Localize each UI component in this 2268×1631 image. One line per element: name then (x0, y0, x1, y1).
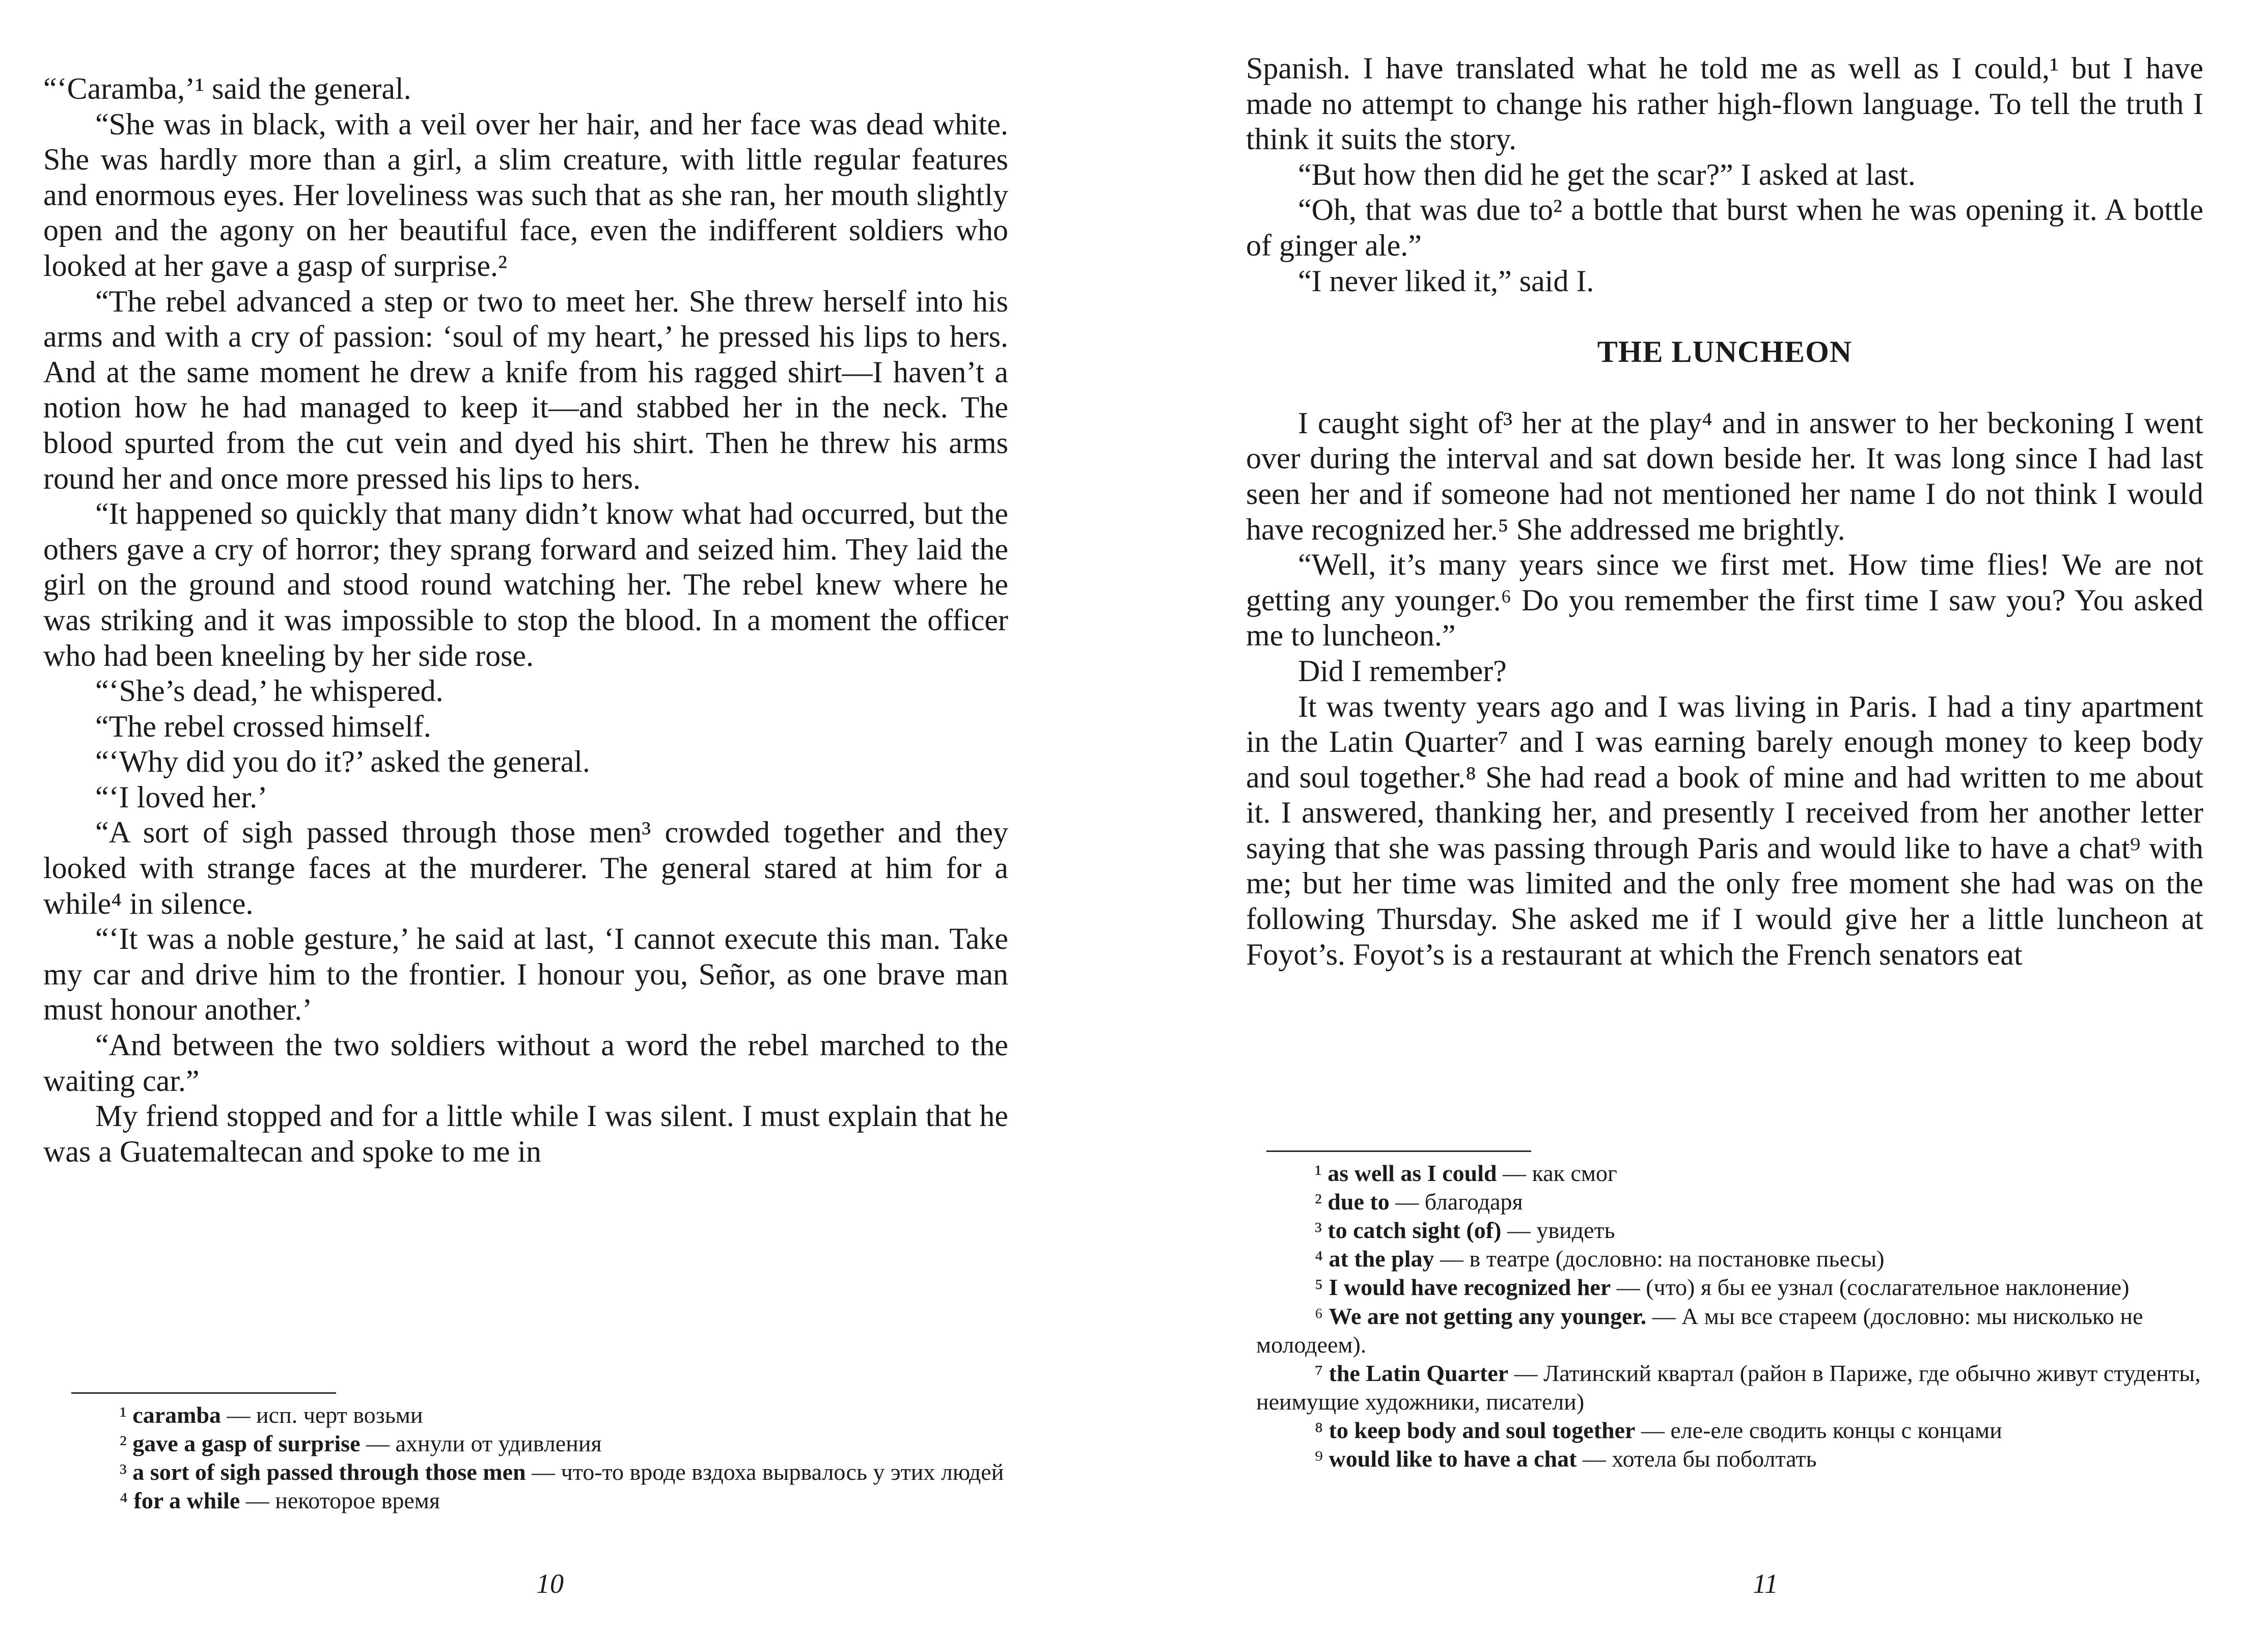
footnote-term: I would have recognized her (1329, 1274, 1611, 1301)
chapter-heading: THE LUNCHEON (1597, 335, 1852, 369)
footnote (1256, 1188, 2224, 1216)
footnote (1256, 1273, 2224, 1302)
footnote-translation: — в театре (дословно: на постановке пьесы) (1440, 1246, 1885, 1272)
footnote-marker: ² (120, 1430, 127, 1457)
footnote-term: at the play (1329, 1246, 1434, 1272)
paragraph: Spanish. I have translated what he told me as well as I could,¹ but I have made no attempt to change his rather high-flown language. To tell the truth I think it suits the story. (1246, 51, 2203, 156)
footnote-translation: — (что) я бы ее узнал (сослагательное наклонение) (1616, 1274, 2129, 1301)
page-number: 10 (536, 1568, 564, 1599)
footnote-term: caramba (132, 1402, 222, 1428)
paragraph: “‘She’s dead,’ he whispered. (95, 674, 444, 708)
paragraph: “But how then did he get the scar?” I asked at last. (1298, 157, 1916, 191)
footnote (1256, 1159, 2224, 1188)
footnote (61, 1458, 1039, 1486)
paragraph: “It happened so quickly that many didn’t know what had occurred, but the others gave a cry of horror; they sprang forward and seized him. They laid the girl on the ground and stood round watching her. The rebel knew where he was striking and it was impossible to stop the blood. In a moment the officer who had been kneeling by her side rose. (43, 497, 1008, 672)
footnote-marker: ³ (1315, 1217, 1322, 1244)
footnote-term: We are not getting any younger. (1329, 1303, 1647, 1329)
footnote-translation: — что-то вроде вздоха вырвалось у этих людей (532, 1459, 1004, 1485)
paragraph: “‘It was a noble gesture,’ he said at last, ‘I cannot execute this man. Take my car and drive him to the frontier. I honour you, Señor, as one brave man must honour another.’ (43, 922, 1008, 1027)
footnote-marker: ⁴ (1315, 1246, 1323, 1272)
footnote-term: for a while (133, 1487, 240, 1514)
footnote-term: to keep body and soul together (1329, 1417, 1636, 1443)
footnote-translation: — как смог (1503, 1160, 1617, 1186)
footnote-term: as well as I could (1327, 1160, 1497, 1186)
footnote (61, 1429, 1039, 1458)
footnote (1256, 1445, 2224, 1473)
left-footnotes (61, 1392, 1039, 1515)
footnote-translation: — А мы все стареем (дословно: мы нисколько не молодеем). (1256, 1303, 2143, 1358)
footnote (61, 1486, 1039, 1515)
paragraph: “Well, it’s many years since we first met. How time flies! We are not getting any younger.⁶ Do you remember the first time I saw you? You asked me to luncheon.” (1246, 548, 2203, 653)
footnote (1256, 1216, 2224, 1245)
footnote-term: to catch sight (of) (1327, 1217, 1502, 1244)
footnote-translation: — благодаря (1395, 1189, 1523, 1215)
footnote-rule (71, 1392, 336, 1394)
footnote (1256, 1359, 2224, 1416)
footnote-marker: ³ (120, 1459, 127, 1485)
paragraph: “She was in black, with a veil over her hair, and her face was dead white. She was hardly more than a girl, a slim creature, with little regular features and enormous eyes. Her loveliness was such that as she ran, her mouth slightly open and the agony on her beautiful face, even the indifferent soldiers who looked at her gave a gasp of surprise.² (43, 107, 1008, 283)
footnote-translation: — хотела бы поболтать (1582, 1446, 1817, 1472)
right-footnotes (1256, 1150, 2224, 1473)
footnote-marker: ⁸ (1315, 1417, 1323, 1443)
page-number: 11 (1753, 1568, 1778, 1599)
footnote-marker: ¹ (120, 1402, 127, 1428)
footnote (61, 1401, 1039, 1429)
footnote-translation: — еле-еле сводить концы с концами (1641, 1417, 2002, 1443)
footnote-translation: — ахнули от удивления (366, 1430, 602, 1457)
right-page (1134, 0, 2268, 1631)
right-page-text (1246, 51, 2203, 972)
footnote (1256, 1302, 2224, 1359)
footnote-rule (1266, 1150, 1531, 1152)
paragraph: “The rebel crossed himself. (95, 709, 431, 743)
footnote-marker: ¹ (1315, 1160, 1322, 1186)
footnote (1256, 1245, 2224, 1273)
footnote-marker: ⁵ (1315, 1274, 1323, 1301)
paragraph: Did I remember? (1298, 654, 1507, 688)
footnote-translation: — некоторое время (245, 1487, 440, 1514)
paragraph: “‘I loved her.’ (95, 780, 268, 814)
footnote-marker: ⁴ (120, 1487, 128, 1514)
footnote-marker: ⁷ (1315, 1360, 1323, 1386)
paragraph: “‘Why did you do it?’ asked the general. (95, 745, 590, 779)
footnote-term: gave a gasp of surprise (132, 1430, 361, 1457)
paragraph: It was twenty years ago and I was living in Paris. I had a tiny apartment in the Latin Quarter⁷ and I was earning barely enough money to keep body and soul together.⁸ She had read a book of mine and had written to me about it. I answered, thanking her, and presently I received from her another letter saying that she was passing through Paris and would like to have a chat⁹ with me; but her time was limited and the only free moment she had was on the following Thursday. She asked me if I would give her a little luncheon at Foyot’s. Foyot’s is a restaurant at which the French senators eat (1246, 689, 2203, 971)
paragraph: “I never liked it,” said I. (1298, 264, 1594, 298)
paragraph: My friend stopped and for a little while I was silent. I must explain that he was a Guatemaltecan and spoke to me in (43, 1099, 1008, 1168)
paragraph: I caught sight of³ her at the play⁴ and in answer to her beckoning I went over during the interval and sat down beside her. It was long since I had last seen her and if someone had not mentioned her name I do not think I would have recognized her.⁵ She addressed me brightly. (1246, 406, 2203, 546)
footnote-marker: ² (1315, 1189, 1322, 1215)
footnote (1256, 1416, 2224, 1445)
footnote-translation: — исп. черт возьми (227, 1402, 423, 1428)
footnote-term: the Latin Quarter (1329, 1360, 1509, 1386)
left-page-text (43, 71, 1008, 1169)
footnote-translation: — Латинский квартал (район в Париже, где обычно живут студенты, неимущие художники, писатели) (1256, 1360, 2201, 1415)
paragraph: “A sort of sigh passed through those men³ crowded together and they looked with strange faces at the murderer. The general stared at him for a while⁴ in silence. (43, 816, 1008, 920)
paragraph: “The rebel advanced a step or two to meet her. She threw herself into his arms and with a cry of passion: ‘soul of my heart,’ he pressed his lips to hers. And at the same moment he drew a knife from his ragged shirt—I haven’t a notion how he had managed to keep it—and stabbed her in the neck. The blood spurted from the cut vein and dyed his shirt. Then he threw his arms round her and once more pressed his lips to hers. (43, 284, 1008, 495)
footnote-marker: ⁶ (1315, 1303, 1323, 1329)
paragraph: “‘Caramba,’¹ said the general. (43, 72, 411, 105)
footnote-term: due to (1327, 1189, 1390, 1215)
footnote-term: a sort of sigh passed through those men (132, 1459, 526, 1485)
paragraph: “And between the two soldiers without a word the rebel marched to the waiting car.” (43, 1028, 1008, 1098)
footnote-translation: — увидеть (1507, 1217, 1615, 1244)
paragraph: “Oh, that was due to² a bottle that burst when he was opening it. A bottle of ginger ale.” (1246, 193, 2203, 262)
footnote-marker: ⁹ (1315, 1446, 1323, 1472)
footnote-term: would like to have a chat (1329, 1446, 1577, 1472)
